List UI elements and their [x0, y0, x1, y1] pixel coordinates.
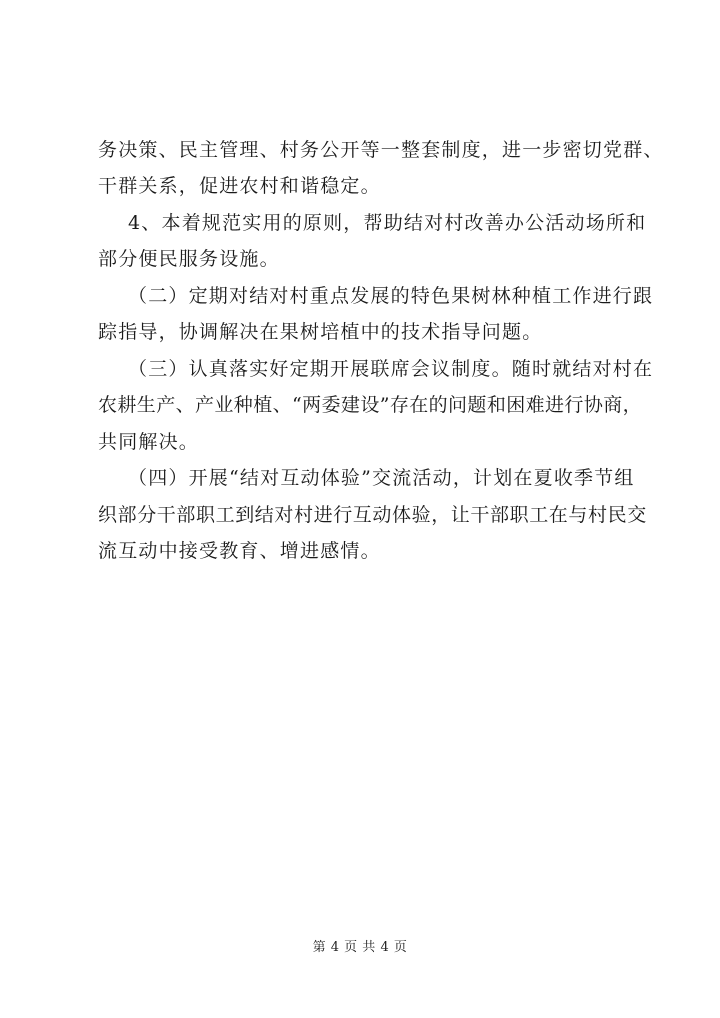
body-line-3: 4、本着规范实用的原则，帮助结对村改善办公活动场所和	[128, 212, 647, 234]
body-line-6: 踪指导，协调解决在果树培植中的技术指导问题。	[98, 321, 543, 343]
body-line-10: （四）开展“结对互动体验”交流活动，计划在夏收季节组	[128, 467, 635, 489]
body-line-7: （三）认真落实好定期开展联席会议制度。随时就结对村在	[128, 358, 654, 380]
page-number-footer: 第 4 页 共 4 页	[312, 940, 408, 955]
body-line-9: 共同解决。	[98, 431, 200, 453]
body-line-1: 务决策、民主管理、村务公开等一整套制度，进一步密切党群、	[98, 139, 664, 161]
body-line-5: （二）定期对结对村重点发展的特色果树林种植工作进行跟	[128, 285, 654, 307]
body-line-2: 干群关系，促进农村和谐稳定。	[98, 175, 381, 197]
body-line-11: 织部分干部职工到结对村进行互动体验，让干部职工在与村民交	[98, 504, 647, 526]
body-line-12: 流互动中接受教育、增进感情。	[98, 540, 381, 562]
body-line-4: 部分便民服务设施。	[98, 248, 280, 270]
body-line-8: 农耕生产、产业种植、“两委建设”存在的问题和困难进行协商，	[98, 394, 643, 416]
